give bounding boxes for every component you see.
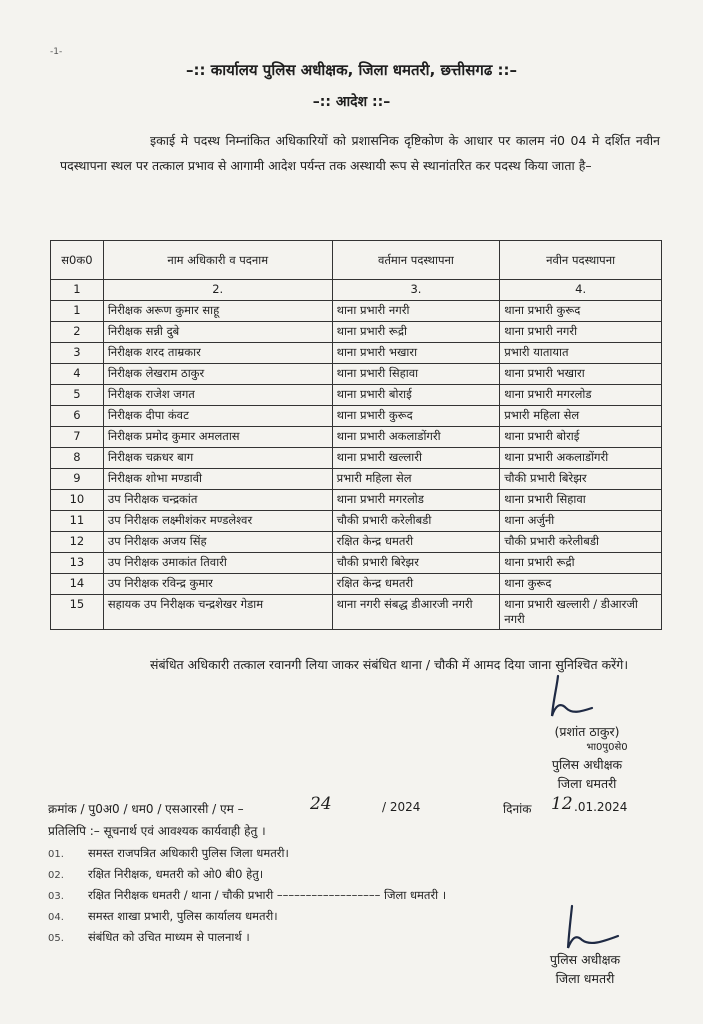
table-cell: थाना प्रभारी भखारा [332, 343, 500, 364]
table-row [51, 490, 662, 511]
table-row [51, 448, 662, 469]
date-label: दिनांक [503, 802, 532, 816]
signatory-district: जिला धमतरी [557, 776, 617, 791]
table-header-row [51, 241, 662, 280]
table-row [51, 427, 662, 448]
table-cell: थाना प्रभारी अकलाडोंगरी [332, 427, 500, 448]
table-cell: 5 [51, 385, 104, 406]
column-index-row [51, 280, 662, 301]
order-title: –:: आदेश ::– [312, 94, 391, 110]
signature-1-block [532, 722, 642, 793]
table-cell: 2. [103, 280, 332, 301]
table-cell: निरीक्षक अरूण कुमार साहू [103, 301, 332, 322]
table-cell: थाना प्रभारी मगरलोड [500, 385, 662, 406]
transfer-table [50, 240, 662, 630]
table-cell: 7 [51, 427, 104, 448]
table-cell: 6 [51, 406, 104, 427]
table-cell: 4 [51, 364, 104, 385]
table-row [51, 511, 662, 532]
table-cell: प्रभारी महिला सेल [332, 469, 500, 490]
table-cell: निरीक्षक शोभा मण्डावी [103, 469, 332, 490]
table-cell: चौकी प्रभारी करेलीबडी [500, 532, 662, 553]
copy-list-item [48, 930, 250, 945]
table-cell: थाना प्रभारी खल्लारी / डीआरजी नगरी [500, 595, 662, 630]
table-cell: निरीक्षक चक्रधर बाग [103, 448, 332, 469]
table-cell: थाना प्रभारी बोराई [332, 385, 500, 406]
signatory-2-district: जिला धमतरी [555, 971, 615, 986]
table-cell: थाना प्रभारी नगरी [500, 322, 662, 343]
copy-item-number: 02. [48, 870, 64, 881]
table-cell: थाना प्रभारी कुरूद [500, 301, 662, 322]
table-cell: 13 [51, 553, 104, 574]
table-cell: थाना प्रभारी मगरलोड [332, 490, 500, 511]
copy-list-item [48, 888, 446, 903]
table-cell: निरीक्षक शरद ताम्रकार [103, 343, 332, 364]
table-cell: 8 [51, 448, 104, 469]
copy-item-text: रक्षित निरीक्षक, धमतरी को ओ0 बी0 हेतु। [88, 867, 264, 881]
page-number: -1- [50, 47, 63, 57]
table-cell: निरीक्षक सन्नी दुबे [103, 322, 332, 343]
table-cell: थाना प्रभारी खल्लारी [332, 448, 500, 469]
table-cell: 3 [51, 343, 104, 364]
handwritten-day: 12 [551, 794, 573, 814]
table-cell: थाना प्रभारी कुरूद [332, 406, 500, 427]
table-cell: रक्षित केन्द्र धमतरी [332, 532, 500, 553]
signatory-2-designation: पुलिस अधीक्षक [549, 952, 621, 967]
table-cell: 14 [51, 574, 104, 595]
signatory-designation: पुलिस अधीक्षक [551, 757, 623, 772]
copy-item-number: 04. [48, 912, 64, 923]
table-cell: चौकी प्रभारी बिरेझर [500, 469, 662, 490]
reference-year: / 2024 [382, 800, 421, 814]
table-cell: थाना प्रभारी बोराई [500, 427, 662, 448]
table-cell: थाना अर्जुनी [500, 511, 662, 532]
table-cell: 9 [51, 469, 104, 490]
table-cell: थाना कुरूद [500, 574, 662, 595]
table-cell: 11 [51, 511, 104, 532]
handwritten-number: 24 [310, 794, 332, 814]
table-cell: उप निरीक्षक अजय सिंह [103, 532, 332, 553]
copy-item-text: समस्त शाखा प्रभारी, पुलिस कार्यालय धमतरी। [88, 909, 278, 923]
table-cell: 15 [51, 595, 104, 630]
table-cell: प्रभारी यातायात [500, 343, 662, 364]
table-row [51, 301, 662, 322]
table-cell: निरीक्षक दीपा कंवट [103, 406, 332, 427]
signatory-name: (प्रशांत ठाकुर) [554, 724, 620, 739]
copy-list-item [48, 867, 263, 882]
table-cell: थाना प्रभारी सिहावा [500, 490, 662, 511]
table-cell: चौकी प्रभारी करेलीबडी [332, 511, 500, 532]
copy-list-item [48, 846, 289, 861]
copy-item-text: संबंधित को उचित माध्यम से पालनार्थ । [88, 930, 250, 944]
copy-list-item [48, 909, 278, 924]
table-cell: थाना प्रभारी रूद्री [332, 322, 500, 343]
copy-item-number: 05. [48, 933, 64, 944]
signature-2-image [558, 902, 628, 954]
table-row [51, 364, 662, 385]
table-cell: उप निरीक्षक उमाकांत तिवारी [103, 553, 332, 574]
table-cell: निरीक्षक लेखराम ठाकुर [103, 364, 332, 385]
table-cell: 12 [51, 532, 104, 553]
table-cell: रक्षित केन्द्र धमतरी [332, 574, 500, 595]
intro-paragraph: इकाई मे पदस्थ निम्नांकित अधिकारियों को प्रशासनिक दृष्टिकोण के आधार पर कालम नं0 04 मे दर्शित नवीन पदस्थापना स्थल पर तत्काल प्रभाव से आगामी आदेश पर्यन्त तक अस्थायी रूप से स्थानांतरित कर पदस्थ किया जाता है– [60, 133, 660, 173]
table-cell: निरीक्षक प्रमोद कुमार अमलतास [103, 427, 332, 448]
col-current-header: वर्तमान पदस्थापना [332, 241, 500, 280]
table-cell: 10 [51, 490, 104, 511]
table-cell: थाना प्रभारी रूद्री [500, 553, 662, 574]
table-cell: थाना प्रभारी सिहावा [332, 364, 500, 385]
col-new-header: नवीन पदस्थापना [500, 241, 662, 280]
copy-item-number: 01. [48, 849, 64, 860]
reference-number: क्रमांक / पु0अ0 / धम0 / एसआरसी / एम – [48, 802, 244, 816]
copy-item-number: 03. [48, 891, 64, 902]
table-cell: 4. [500, 280, 662, 301]
table-row [51, 469, 662, 490]
table-cell: सहायक उप निरीक्षक चन्द्रशेखर गेडाम [103, 595, 332, 630]
office-title: –:: कार्यालय पुलिस अधीक्षक, जिला धमतरी, छत्तीसगढ ::– [186, 61, 517, 79]
table-cell: उप निरीक्षक रविन्द्र कुमार [103, 574, 332, 595]
table-row [51, 343, 662, 364]
table-cell: थाना प्रभारी भखारा [500, 364, 662, 385]
table-cell: उप निरीक्षक लक्ष्मीशंकर मण्डलेश्वर [103, 511, 332, 532]
table-cell: थाना प्रभारी अकलाडोंगरी [500, 448, 662, 469]
table-row [51, 532, 662, 553]
table-cell: निरीक्षक राजेश जगत [103, 385, 332, 406]
table-row [51, 385, 662, 406]
copy-item-text: समस्त राजपत्रित अधिकारी पुलिस जिला धमतरी। [88, 846, 289, 860]
table-row [51, 595, 662, 630]
table-cell: 1 [51, 301, 104, 322]
closing-paragraph: संबंधित अधिकारी तत्काल रवानगी लिया जाकर संबंधित थाना / चौकी में आमद दिया जाना सुनिश्चित करेंगे। [150, 657, 629, 672]
table-cell: उप निरीक्षक चन्द्रकांत [103, 490, 332, 511]
date-rest: .01.2024 [574, 800, 628, 814]
table-cell: थाना प्रभारी नगरी [332, 301, 500, 322]
table-cell: 3. [332, 280, 500, 301]
table-row [51, 406, 662, 427]
table-cell: 1 [51, 280, 104, 301]
table-cell: प्रभारी महिला सेल [500, 406, 662, 427]
copy-item-text: रक्षित निरीक्षक धमतरी / थाना / चौकी प्रभारी –––––––––––––––––– जिला धमतरी । [88, 888, 447, 902]
signature-1-image [540, 672, 600, 722]
table-cell: थाना नगरी संबद्ध डीआरजी नगरी [332, 595, 500, 630]
table-row [51, 553, 662, 574]
table-cell: 2 [51, 322, 104, 343]
copy-heading: प्रतिलिपि :– सूचनार्थ एवं आवश्यक कार्यवाही हेतु । [48, 824, 266, 838]
signature-2-block [535, 950, 635, 988]
signatory-service: भा0पु0से0 [586, 742, 628, 753]
col-serial-header: स0क0 [51, 241, 104, 280]
table-row [51, 574, 662, 595]
table-row [51, 322, 662, 343]
col-name-header: नाम अधिकारी व पदनाम [103, 241, 332, 280]
table-cell: चौकी प्रभारी बिरेझर [332, 553, 500, 574]
